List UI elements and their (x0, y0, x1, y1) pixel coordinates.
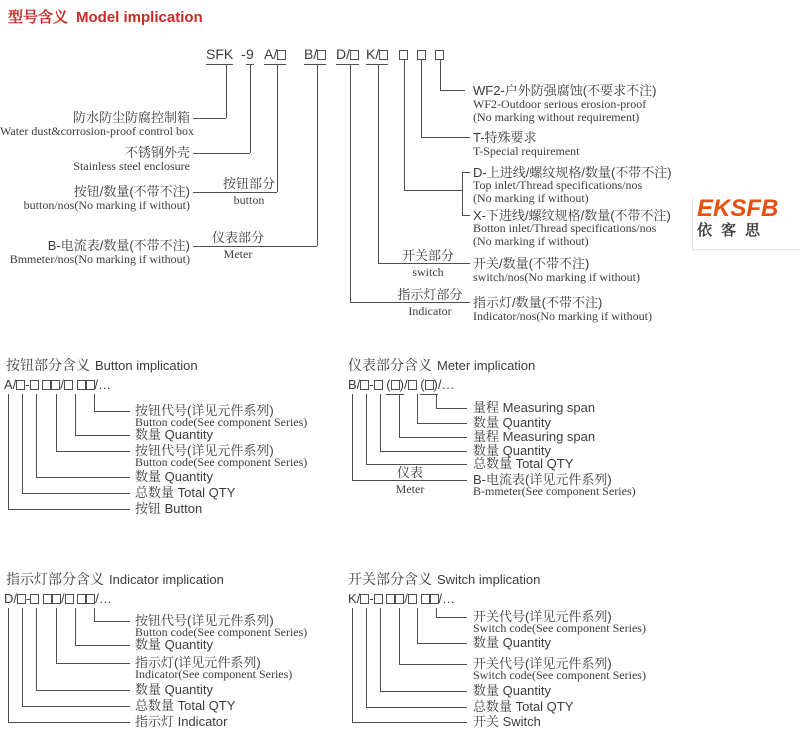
connector-line (462, 215, 470, 216)
connector-line (366, 394, 367, 464)
connector-line (380, 608, 381, 691)
connector-line (378, 64, 379, 263)
connector-line (75, 394, 76, 435)
model-box (379, 50, 388, 60)
connector-line (399, 394, 400, 437)
connector-line (436, 394, 437, 408)
callout-label-en: WF2-Outdoor serious erosion-proof (473, 97, 647, 111)
connector-line (250, 64, 251, 153)
section-formula: B/ - ( )/ ( )/… (348, 378, 455, 392)
model-segment: 9 (246, 46, 254, 65)
model-box (360, 380, 369, 390)
callout-main: 按钮代号(详见元件系列) (135, 403, 274, 418)
connector-line (22, 394, 23, 493)
connector-line (36, 477, 130, 478)
connector-line (404, 59, 405, 190)
callout-main: 总数量 Total QTY (135, 485, 236, 500)
callout-label-en: button/nos(No marking if without) (23, 198, 190, 212)
connector-line (417, 394, 418, 423)
connector-line (462, 172, 470, 173)
callout-label-cn: D-上进线/螺纹规格/数量(不带不注) (473, 165, 672, 180)
callout-main: 总数量 Total QTY (473, 699, 574, 714)
model-segment: SFK (206, 46, 233, 65)
section-title (6, 355, 198, 375)
part-label-cn: 仪表部分 (211, 230, 265, 245)
callout-main: 按钮代号(详见元件系列) (135, 613, 274, 628)
model-box (395, 594, 404, 604)
callout-sub: Indicator(See component Series) (135, 667, 293, 681)
connector-line (350, 64, 351, 302)
model-box (65, 594, 74, 604)
model-box (425, 380, 434, 390)
connector-line (22, 706, 130, 707)
connector-line (22, 493, 130, 494)
callout-label-cn: 按钮/数量(不带不注) (73, 184, 190, 199)
brand-logo (692, 196, 800, 250)
part-label-cn: 按钮部分 (222, 176, 276, 191)
callout-main: 总数量 Total QTY (473, 456, 574, 471)
model-box (350, 50, 359, 60)
page-title (8, 6, 203, 27)
model-box (386, 594, 395, 604)
section-title-en: Button implication (95, 358, 198, 373)
callout-label-cn: 指示灯/数量(不带不注) (473, 295, 603, 310)
connector-line (36, 608, 37, 690)
model-box (43, 594, 52, 604)
connector-line (8, 394, 9, 509)
callout-label-en: Indicator/nos(No marking if without) (473, 309, 652, 323)
connector-line (380, 451, 467, 452)
connector-line (36, 690, 130, 691)
callout-label-en: (No marking if without) (473, 234, 589, 248)
connector-line (421, 137, 470, 138)
model-box (42, 380, 51, 390)
part-label-en: Indicator (408, 304, 452, 318)
connector-line (94, 608, 95, 621)
callout-main: 指示灯 Indicator (135, 714, 228, 729)
connector-line (56, 394, 57, 451)
callout-sub: B-mmeter(See component Series) (473, 484, 636, 498)
part-label-cn: 指示灯部分 (397, 287, 463, 302)
connector-line (75, 608, 76, 645)
callout-sub: Switch code(See component Series) (473, 621, 646, 635)
callout-label-cn: B-电流表/数量(不带不注) (47, 238, 190, 253)
model-segment: K/ (366, 46, 388, 65)
model-box (391, 380, 400, 390)
part-label-en: Meter (395, 482, 425, 496)
callout-main: 开关代号(详见元件系列) (473, 609, 612, 624)
model-box (30, 380, 39, 390)
model-box (430, 594, 439, 604)
callout-sub: Button code(See component Series) (135, 625, 308, 639)
connector-line (399, 608, 400, 664)
part-label-en: switch (412, 265, 444, 279)
connector-line (56, 451, 130, 452)
model-box (51, 380, 60, 390)
connector-line (440, 90, 465, 91)
model-box (77, 594, 86, 604)
model-box (421, 594, 430, 604)
connector-line (193, 153, 250, 154)
callout-main: 数量 Quantity (473, 443, 552, 458)
model-box (86, 594, 95, 604)
model-box (77, 380, 86, 390)
part-label-cn: 仪表 (396, 465, 424, 480)
connector-line (8, 608, 9, 722)
callout-label-cn: 防水防尘防腐控制箱 (72, 110, 190, 125)
callout-main: 量程 Measuring span (473, 400, 596, 415)
part-label-en: Meter (223, 247, 253, 261)
connector-line (366, 707, 467, 708)
connector-line (8, 509, 130, 510)
callout-main: B-电流表(详见元件系列) (473, 472, 612, 487)
model-box (374, 594, 383, 604)
model-box (52, 594, 61, 604)
brand-wordmark: EKSFB (697, 195, 779, 222)
page-title-cn: 型号含义 (8, 9, 69, 26)
model-box (16, 380, 25, 390)
callout-label-en: Stainless steel enclosure (73, 159, 190, 173)
callout-label-en: T-Special requirement (473, 144, 580, 158)
callout-main: 数量 Quantity (135, 682, 214, 697)
model-box (17, 594, 26, 604)
callout-main: 数量 Quantity (473, 683, 552, 698)
callout-label-cn: 不锈钢外壳 (124, 145, 190, 160)
callout-label-cn: X-下进线/螺纹规格/数量(不带不注) (473, 208, 671, 223)
connector-line (352, 394, 353, 480)
connector-line (22, 608, 23, 706)
connector-line (8, 722, 130, 723)
callout-label-en: (No marking if without) (473, 191, 589, 205)
callout-label-en: Botton inlet/Thread specifications/nos (473, 221, 657, 235)
section-formula: K/ - / /… (348, 591, 456, 606)
section-title (348, 569, 540, 589)
callout-main: 数量 Quantity (135, 427, 214, 442)
connector-line (94, 411, 130, 412)
connector-line (352, 608, 353, 722)
callout-label-cn: WF2-户外防强腐蚀(不要求不注) (473, 83, 657, 98)
callout-main: 数量 Quantity (473, 415, 552, 430)
callout-label-en: switch/nos(No marking if without) (473, 270, 640, 284)
model-segment: - (241, 46, 246, 62)
page-title-en: Model implication (76, 9, 203, 26)
connector-line (417, 423, 467, 424)
connector-line (436, 617, 467, 618)
callout-sub: Switch code(See component Series) (473, 668, 646, 682)
part-label-en: button (233, 193, 265, 207)
connector-line (378, 263, 470, 264)
model-segment: A/ (264, 46, 286, 65)
section-title-en: Switch implication (437, 572, 541, 587)
section-title (6, 569, 224, 589)
connector-line (440, 59, 441, 90)
connector-line (317, 64, 318, 246)
model-box (408, 380, 417, 390)
callout-main: 按钮 Button (135, 501, 203, 516)
section-title-en: Indicator implication (109, 572, 224, 587)
callout-label-cn: 开关/数量(不带不注) (473, 256, 590, 271)
connector-line (193, 118, 226, 119)
model-box (374, 380, 383, 390)
connector-line (75, 435, 130, 436)
callout-main: 开关 Switch (473, 714, 541, 729)
connector-line (352, 722, 467, 723)
callout-label-en: Water dust&corrosion-proof control box (0, 124, 194, 138)
connector-line (226, 64, 227, 118)
model-box (360, 594, 369, 604)
connector-line (417, 608, 418, 643)
callout-label-en: (No marking without requirement) (473, 110, 640, 124)
connector-line (399, 664, 467, 665)
section-title-cn: 开关部分含义 (348, 571, 432, 587)
connector-line (352, 480, 467, 481)
callout-main: 指示灯(详见元件系列) (135, 655, 261, 670)
connector-line (421, 59, 422, 137)
callout-label-en: Bmmeter/nos(No marking if without) (9, 252, 190, 266)
connector-line (436, 408, 467, 409)
part-label-cn: 开关部分 (401, 248, 455, 263)
model-segment: D/ (336, 46, 359, 65)
connector-line (366, 608, 367, 707)
connector-line (404, 190, 462, 191)
section-formula: A/ - / /… (4, 377, 112, 392)
section-title-cn: 仪表部分含义 (348, 357, 432, 373)
model-box (64, 380, 73, 390)
connector-line (277, 64, 278, 192)
callout-main: 数量 Quantity (135, 637, 214, 652)
callout-main: 总数量 Total QTY (135, 698, 236, 713)
connector-line (94, 394, 95, 411)
callout-main: 数量 Quantity (135, 469, 214, 484)
callout-main: 量程 Measuring span (473, 429, 596, 444)
model-box (317, 50, 326, 60)
connector-line (462, 172, 463, 215)
model-box (30, 594, 39, 604)
connector-line (56, 663, 130, 664)
connector-line (350, 302, 470, 303)
section-formula: D/ - / /… (4, 591, 112, 606)
connector-line (380, 394, 381, 451)
connector-line (56, 608, 57, 663)
model-box (408, 594, 417, 604)
connector-line (436, 608, 437, 617)
model-segment: B/ (304, 46, 326, 65)
section-title-cn: 指示灯部分含义 (6, 571, 104, 587)
connector-line (399, 437, 467, 438)
callout-sub: Button code(See component Series) (135, 455, 308, 469)
callout-main: 按钮代号(详见元件系列) (135, 443, 274, 458)
model-box (277, 50, 286, 60)
callout-sub: Button code(See component Series) (135, 415, 308, 429)
model-box (86, 380, 95, 390)
callout-label-en: Top inlet/Thread specifications/nos (473, 178, 643, 192)
section-title (348, 355, 535, 375)
callout-main: 开关代号(详见元件系列) (473, 656, 612, 671)
section-title-en: Meter implication (437, 358, 536, 373)
section-title-cn: 按钮部分含义 (6, 357, 90, 373)
callout-main: 数量 Quantity (473, 635, 552, 650)
callout-label-cn: T-特殊要求 (473, 130, 537, 145)
connector-line (94, 621, 130, 622)
connector-line (75, 645, 130, 646)
connector-line (36, 394, 37, 477)
connector-line (193, 246, 317, 247)
connector-line (417, 643, 467, 644)
brand-wordmark-cn: 依客思 (697, 222, 770, 239)
connector-line (380, 691, 467, 692)
